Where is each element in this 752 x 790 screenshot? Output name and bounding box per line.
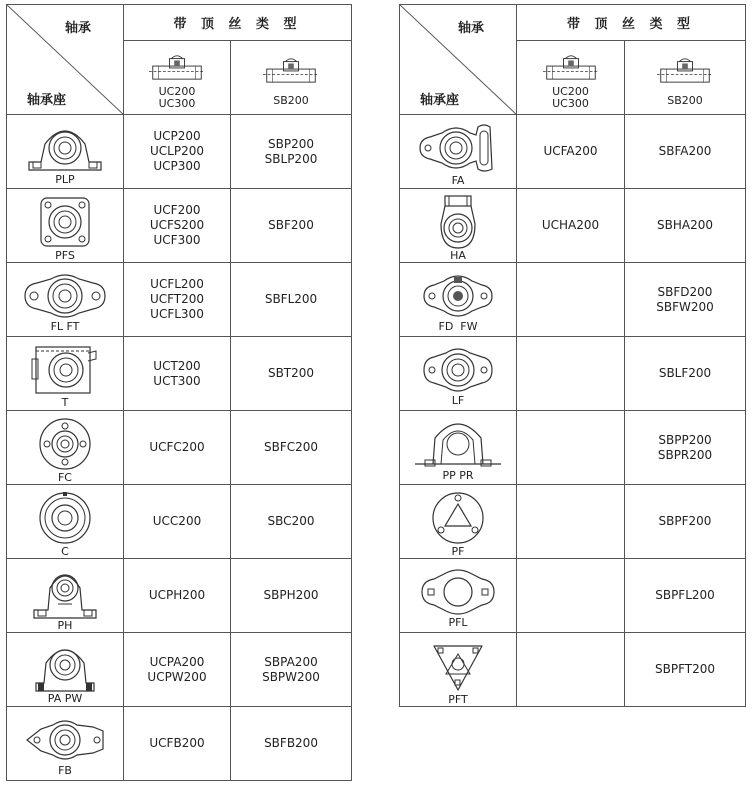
table-row [400, 263, 746, 337]
uc-code-cell: UCF200 UCFS200 UCF300 [124, 189, 231, 263]
uc-code-cell: UCC200 [124, 485, 231, 559]
table-row [400, 115, 746, 189]
table-row [7, 411, 352, 485]
group-title: 带 顶 丝 类 型 [173, 17, 302, 33]
bearing-unit-icon [149, 52, 205, 82]
bearing-unit-icon [657, 55, 713, 85]
housing-cell [7, 559, 124, 633]
sb-code-cell: SBF200 [231, 189, 352, 263]
pressed-pillow-pp-pr-icon [413, 418, 503, 470]
sb-code-cell: SBFA200 [625, 115, 746, 189]
uc-code-cell: UCFA200 [517, 115, 625, 189]
type-sb-cell [231, 41, 352, 115]
housing-cell [7, 707, 124, 781]
pressed-flange-pft-icon [428, 638, 488, 694]
sb-code-cell: SBFD200 SBFW200 [625, 263, 746, 337]
housing-cell [400, 485, 517, 559]
uc-code-cell: UCPA200 UCPW200 [124, 633, 231, 707]
right-housing-table [399, 4, 746, 707]
table-row [400, 337, 746, 411]
housing-label: HA [450, 248, 466, 262]
sb-code-cell: SBPP200 SBPR200 [625, 411, 746, 485]
housing-label: PFS [55, 248, 75, 262]
sb-code-cell: SBPFL200 [625, 559, 746, 633]
left-housing-table [6, 4, 352, 781]
housing-cell [400, 263, 517, 337]
housing-cell [7, 633, 124, 707]
housing-cell [7, 411, 124, 485]
housing-cell [7, 485, 124, 559]
pillow-block-plp-icon [25, 122, 105, 174]
housing-header-label: 轴承座 [420, 93, 460, 108]
header-diagonal-cell [400, 5, 517, 115]
housing-label: C [61, 544, 69, 558]
table-row [400, 485, 746, 559]
table-row [7, 189, 352, 263]
flange-fb-icon [23, 715, 107, 765]
table-row [7, 263, 352, 337]
pressed-flange-pfl-icon [418, 567, 498, 617]
group-title-cell [124, 5, 352, 41]
type-uc-cell [517, 41, 625, 115]
housing-label: PFT [448, 692, 468, 706]
bearing-unit-icon [263, 55, 319, 85]
uc-code-cell: UCFB200 [124, 707, 231, 781]
housing-label: PLP [55, 172, 75, 186]
type-sb-label: SB200 [273, 93, 309, 107]
table-row [7, 633, 352, 707]
housing-label: T [61, 395, 69, 409]
housing-label: FL FT [50, 319, 80, 333]
housing-label: FC [57, 470, 72, 484]
sb-code-cell: SBT200 [231, 337, 352, 411]
uc-code-cell: UCHA200 [517, 189, 625, 263]
uc-code-cell [517, 263, 625, 337]
table-row [400, 189, 746, 263]
table-row [400, 633, 746, 707]
uc-code-cell: UCFL200 UCFT200 UCFL300 [124, 263, 231, 337]
sb-code-cell: SBC200 [231, 485, 352, 559]
pillow-pa-pw-icon [30, 639, 100, 693]
two-bolt-flange-flft-icon [21, 271, 109, 321]
housing-label: PFL [448, 615, 468, 629]
table-row [7, 485, 352, 559]
housing-cell [400, 189, 517, 263]
housing-label: FB [58, 763, 72, 777]
bearing-unit-icon [543, 52, 599, 82]
housing-label: FD FW [438, 319, 478, 333]
housing-cell [400, 337, 517, 411]
round-flange-fc-icon [37, 416, 93, 472]
type-uc-label: UC200 UC300 [158, 84, 196, 110]
housing-cell [7, 115, 124, 189]
type-sb-cell [625, 41, 746, 115]
table-row [400, 411, 746, 485]
uc-code-cell [517, 633, 625, 707]
housing-cell [400, 559, 517, 633]
housing-cell [7, 263, 124, 337]
uc-code-cell: UCT200 UCT300 [124, 337, 231, 411]
table-row [7, 115, 352, 189]
sb-code-cell: SBFC200 [231, 411, 352, 485]
uc-code-cell [517, 559, 625, 633]
housing-cell [7, 337, 124, 411]
header-diagonal-cell [7, 5, 124, 115]
uc-code-cell: UCPH200 [124, 559, 231, 633]
flange-lf-icon [420, 345, 496, 395]
sb-code-cell: SBP200 SBLP200 [231, 115, 352, 189]
pressed-flange-pf-icon [430, 490, 486, 546]
uc-code-cell: UCP200 UCLP200 UCP300 [124, 115, 231, 189]
bearing-header-label: 轴承 [65, 21, 92, 36]
table-row [7, 559, 352, 633]
uc-code-cell [517, 337, 625, 411]
flange-fa-icon [416, 121, 500, 175]
sb-code-cell: SBPA200 SBPW200 [231, 633, 352, 707]
take-up-t-icon [30, 343, 100, 397]
housing-header-label: 轴承座 [27, 93, 67, 108]
group-title-cell [517, 5, 746, 41]
tall-pillow-ph-icon [30, 564, 100, 620]
flange-fd-fw-icon [420, 271, 496, 321]
housing-label: PA PW [47, 691, 83, 705]
uc-code-cell [517, 485, 625, 559]
housing-label: PP PR [442, 468, 474, 482]
sb-code-cell: SBHA200 [625, 189, 746, 263]
housing-cell [400, 411, 517, 485]
square-flange-pfs-icon [37, 194, 93, 250]
type-uc-cell [124, 41, 231, 115]
housing-label: PH [57, 618, 73, 632]
sb-code-cell: SBLF200 [625, 337, 746, 411]
type-uc-label: UC200 UC300 [552, 84, 589, 110]
housing-label: FA [451, 173, 465, 187]
sb-code-cell: SBFL200 [231, 263, 352, 337]
sb-code-cell: SBFB200 [231, 707, 352, 781]
group-title: 带 顶 丝 类 型 [566, 17, 696, 33]
sb-code-cell: SBPFT200 [625, 633, 746, 707]
uc-code-cell [517, 411, 625, 485]
sb-code-cell: SBPF200 [625, 485, 746, 559]
table-row [7, 707, 352, 781]
housing-cell [7, 189, 124, 263]
cartridge-c-icon [37, 490, 93, 546]
housing-label: PF [451, 544, 465, 558]
sb-code-cell: SBPH200 [231, 559, 352, 633]
housing-label: LF [451, 393, 465, 407]
bearing-header-label: 轴承 [458, 21, 485, 36]
housing-cell [400, 633, 517, 707]
housing-cell [400, 115, 517, 189]
table-row [400, 559, 746, 633]
hanger-ha-icon [433, 194, 483, 250]
table-row [7, 337, 352, 411]
type-sb-label: SB200 [667, 93, 703, 107]
uc-code-cell: UCFC200 [124, 411, 231, 485]
